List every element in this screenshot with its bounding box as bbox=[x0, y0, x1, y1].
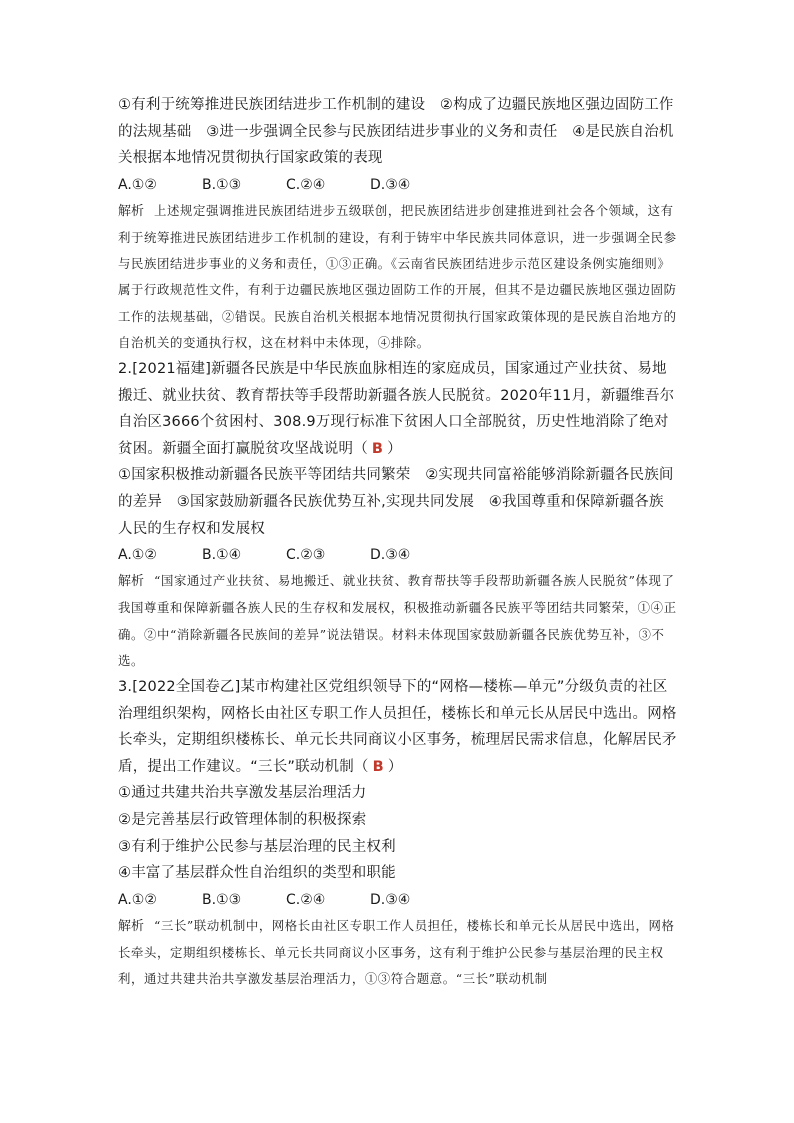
q2-stem-close: ） bbox=[387, 440, 402, 457]
q1-option-c: C.②④ bbox=[286, 176, 326, 193]
q2-analysis bbox=[118, 568, 678, 674]
q3-option-b: B.①③ bbox=[202, 891, 242, 908]
q2-stem bbox=[118, 356, 678, 462]
q3-option-c: C.②④ bbox=[286, 891, 326, 908]
q3-stem-close: ） bbox=[387, 758, 403, 775]
q2-option-c: C.②③ bbox=[286, 547, 326, 564]
q3-analysis-text: “三长”联动机制中，网格长由社区专职工作人员担任，楼栋长和单元长从居民中选出，网格长牵头，定期组织楼栋长、单元长共同商议小区事务，这有利于维护公民参与基层治理的民主权利，通过共建共治共享激发基层治理活力，①③符合题意。“三长”联动机制 bbox=[118, 917, 675, 987]
q1-analysis bbox=[118, 198, 678, 356]
q3-choice-1: ①通过共建共治共享激发基层治理活力 bbox=[118, 785, 367, 802]
q3-option-d: D.③④ bbox=[370, 891, 411, 908]
q2-analysis-label: 解析 bbox=[118, 574, 145, 590]
q3-analysis-label: 解析 bbox=[118, 918, 145, 934]
q3-options bbox=[118, 887, 678, 913]
q2-answer: B bbox=[371, 440, 384, 457]
q3-analysis bbox=[118, 913, 678, 993]
q2-stem-text: 2.[2021福建]新疆各民族是中华民族血脉相连的家庭成员，国家通过产业扶贫、易地搬迁、就业扶贫、教育帮扶等手段帮助新疆各族人民脱贫。2020年11月，新疆维吾尔自治区3666个贫困村、308.9万现行标准下贫困人口全部脱贫，历史性地消除了绝对贫困。新疆全面打赢脱贫攻坚战说明（ bbox=[118, 361, 675, 457]
q2-analysis-text: “国家通过产业扶贫、易地搬迁、就业扶贫、教育帮扶等手段帮助新疆各族人民脱贫”体现了我国尊重和保障新疆各族人民的生存权和发展权，积极推动新疆各民族平等团结共同繁荣，①④正确。②中“消除新疆各民族间的差异”说法错误。材料未体现国家鼓励新疆各民族优势互补，③不选。 bbox=[118, 573, 677, 668]
q2-option-a: A.①② bbox=[118, 547, 157, 564]
q2-option-b: B.①④ bbox=[202, 547, 242, 564]
q3-option-a: A.①② bbox=[118, 891, 157, 908]
q1-choices: ①有利于统筹推进民族团结进步工作机制的建设 ②构成了边疆民族地区强边固防工作的法规基础 ③进一步强调全民参与民族团结进步事业的义务和责任 ④是民族自治机关根据本地情况贯彻执行国家政策的表现 bbox=[118, 97, 674, 167]
q1-options bbox=[118, 172, 678, 198]
q1-option-d: D.③④ bbox=[370, 176, 411, 193]
q3-choice-2: ②是完善基层行政管理体制的积极探索 bbox=[118, 811, 367, 828]
q3-stem-text: 3.[2022全国卷乙]某市构建社区党组织领导下的“网格—楼栋—单元”分级负责的社区治理组织架构，网格长由社区专职工作人员担任，楼栋长和单元长从居民中选出。网格长牵头，定期组织楼栋长、单元长共同商议小区事务，梳理居民需求信息，化解居民矛盾，提出工作建议。“三长”联动机制（ bbox=[118, 678, 677, 775]
q1-analysis-text: 上述规定强调推进民族团结进步五级联创，把民族团结进步创建推进到社会各个领域，这有利于统筹推进民族团结进步工作机制的建设，有利于铸牢中华民族共同体意识，进一步强调全民参与民族团结进步事业的义务和责任，①③正确。《云南省民族团结进步示范区建设条例实施细则》属于行政规范性文件，有利于边疆民族地区强边固防工作的开展，但其不是边疆民族地区强边固防工作的法规基础，②错误。民族自治机关根据本地情况贯彻执行国家政策体现的是民族自治地方的自治机关的变通执行权，这在材料中未体现，④排除。 bbox=[118, 202, 677, 350]
q2-option-d: D.③④ bbox=[370, 547, 411, 564]
q3-stem bbox=[118, 674, 678, 780]
q3-answer: B bbox=[372, 758, 384, 775]
q1-option-b: B.①③ bbox=[202, 176, 242, 193]
q3-choice-4: ④丰富了基层群众性自治组织的类型和职能 bbox=[118, 865, 396, 882]
q2-options bbox=[118, 542, 678, 568]
q1-analysis-label: 解析 bbox=[118, 203, 145, 219]
q2-choices: ①国家积极推动新疆各民族平等团结共同繁荣 ②实现共同富裕能够消除新疆各民族间的差异 ③国家鼓励新疆各民族优势互补,实现共同发展 ④我国尊重和保障新疆各族人民的生存权和发展权 bbox=[118, 467, 674, 537]
document-page bbox=[118, 92, 678, 992]
q3-choice-3: ③有利于维护公民参与基层治理的民主权利 bbox=[118, 838, 396, 855]
q1-option-a: A.①② bbox=[118, 176, 157, 193]
